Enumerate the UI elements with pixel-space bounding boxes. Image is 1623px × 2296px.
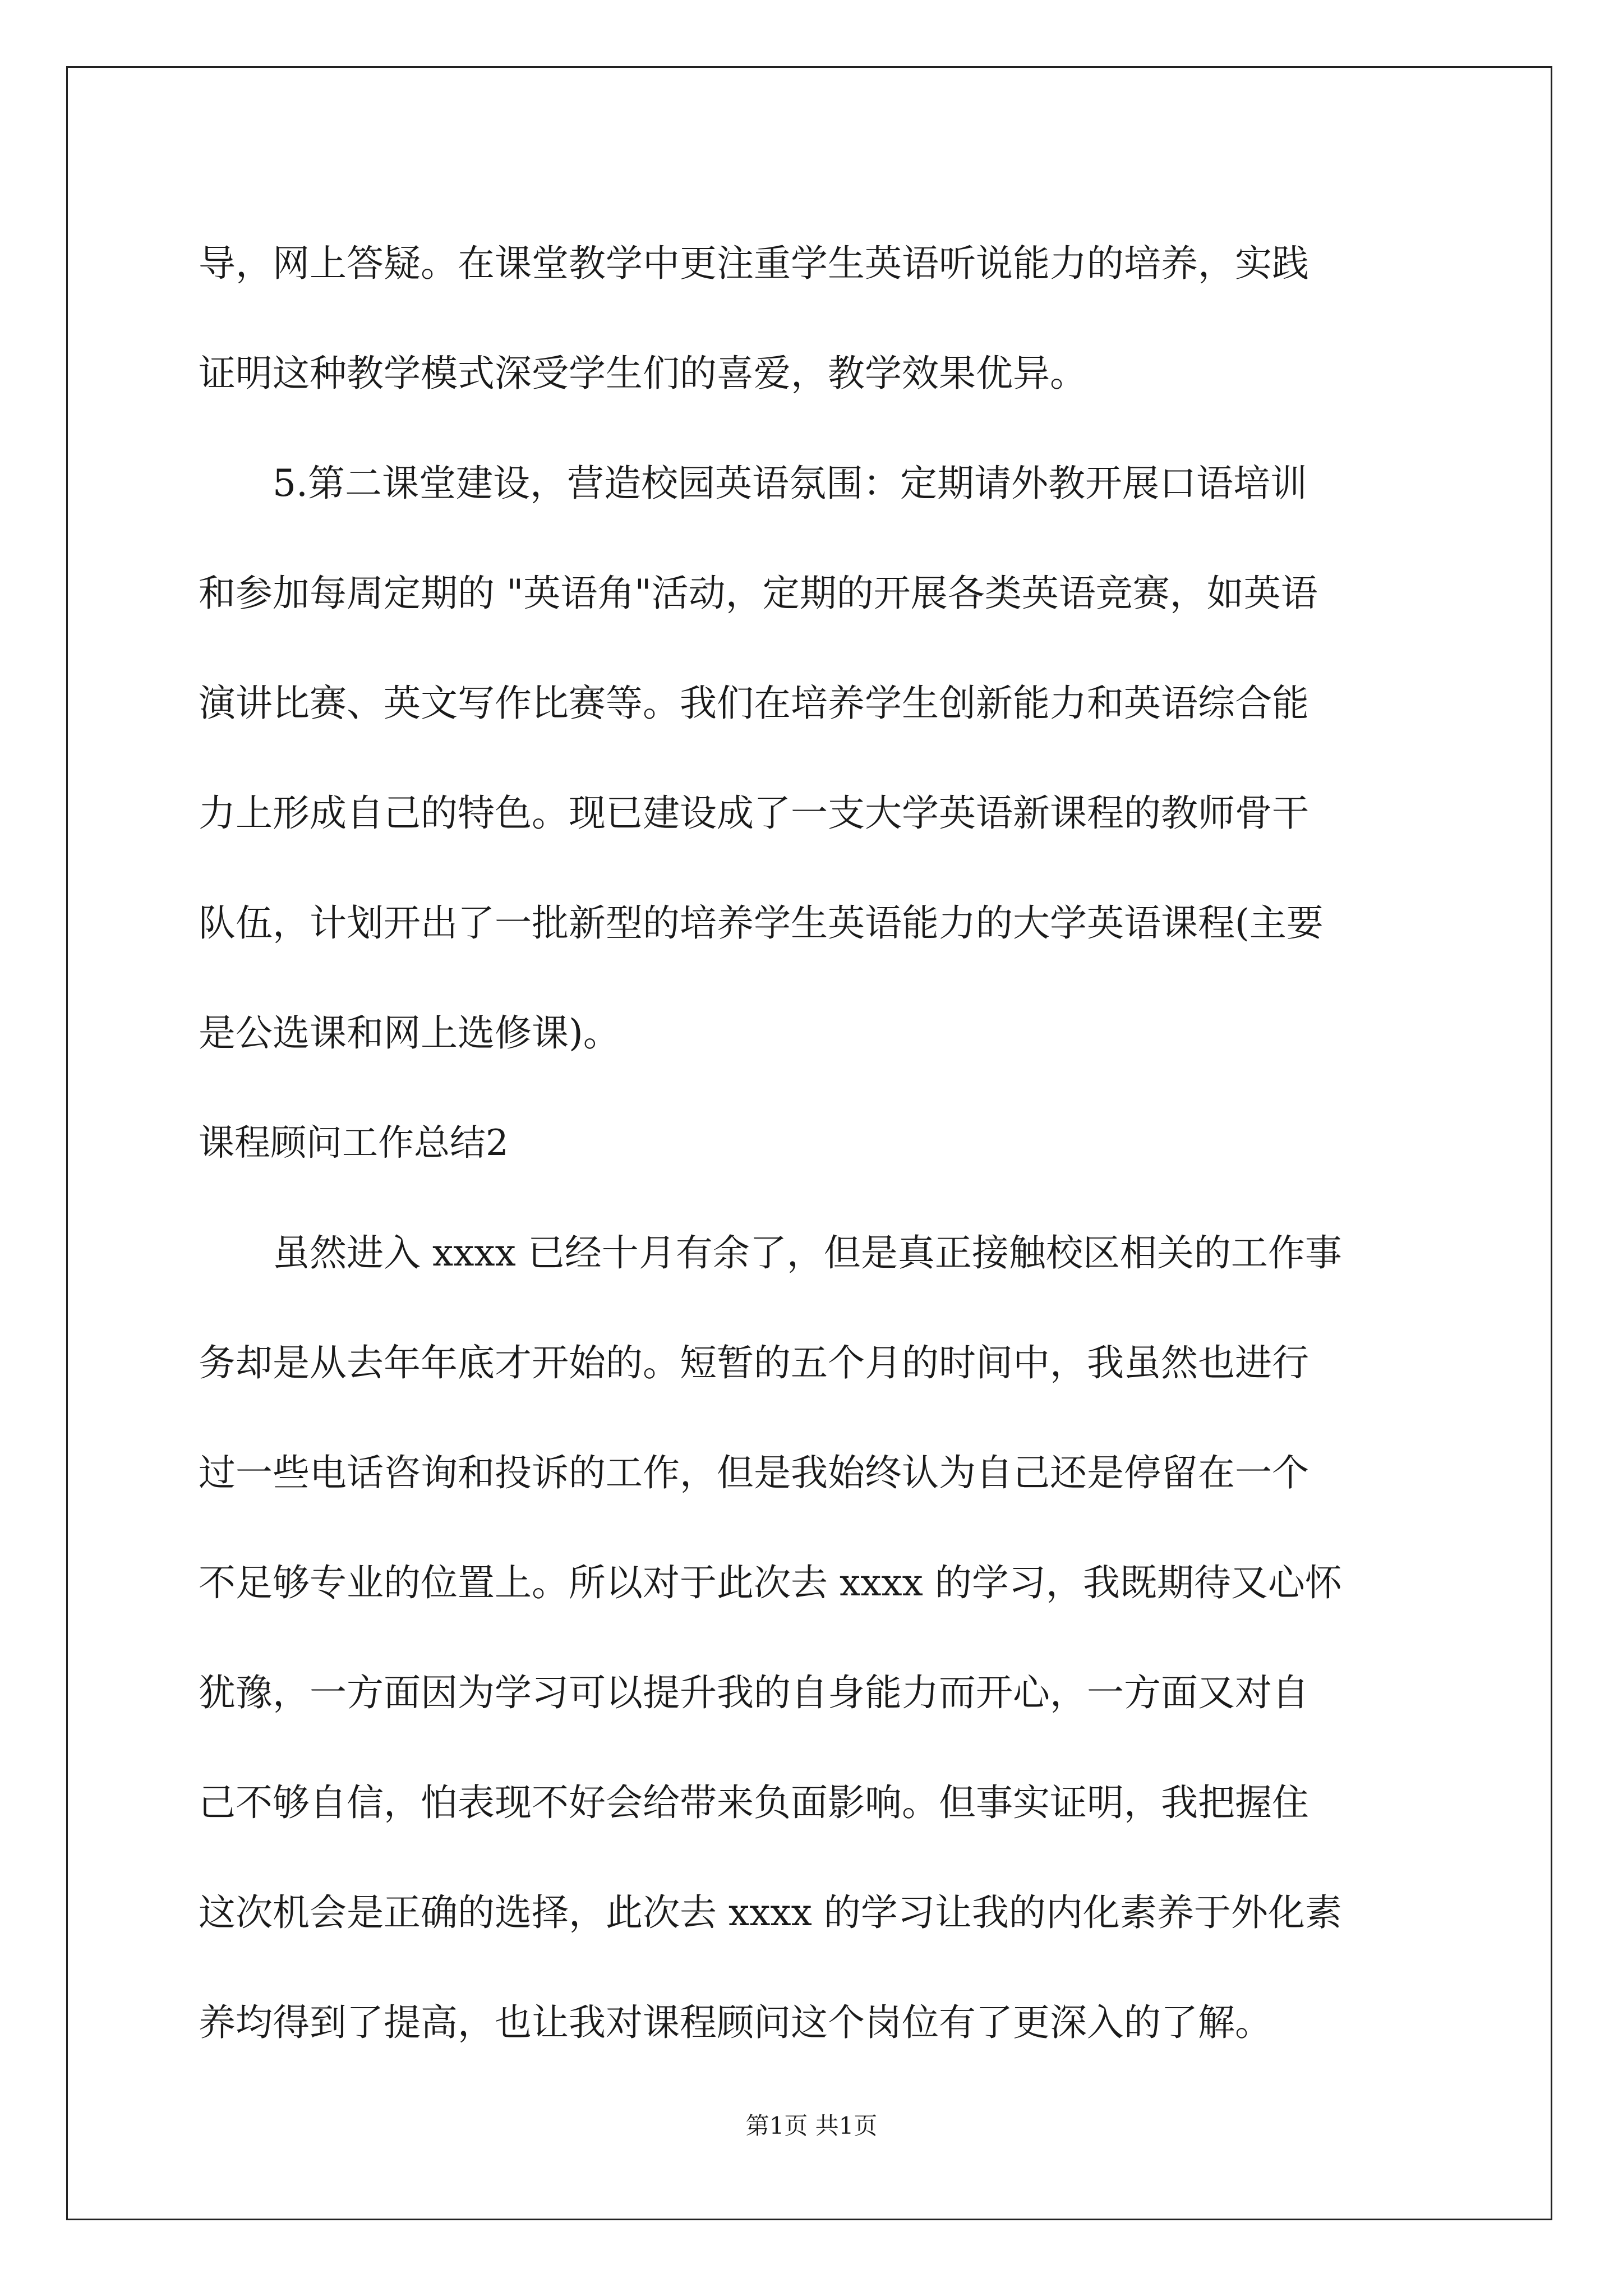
text-line: 己不够自信，怕表现不好会给带来负面影响。但事实证明，我把握住 [199,1781,1309,1824]
text-line: 和参加每周定期的 "英语角"活动，定期的开展各类英语竞赛，如英语 [199,572,1318,615]
page-number-footer: 第1页 共1页 [745,2112,878,2139]
text-line: 不足够专业的位置上。所以对于此次去 xxxx 的学习，我既期待又心怀 [199,1561,1342,1604]
text-line: 这次机会是正确的选择，此次去 xxxx 的学习让我的内化素养于外化素 [199,1891,1342,1934]
text-line: 犹豫，一方面因为学习可以提升我的自身能力而开心，一方面又对自 [199,1671,1309,1714]
text-line: 务却是从去年年底才开始的。短暂的五个月的时间中，我虽然也进行 [199,1341,1309,1384]
paragraph-start-line: 5.第二课堂建设，营造校园英语氛围：定期请外教开展口语培训 [273,462,1307,505]
text-line: 养均得到了提高，也让我对课程顾问这个岗位有了更深入的了解。 [199,2001,1272,2044]
text-line: 过一些电话咨询和投诉的工作，但是我始终认为自己还是停留在一个 [199,1451,1309,1494]
text-line: 力上形成自己的特色。现已建设成了一支大学英语新课程的教师骨干 [199,792,1309,835]
paragraph-start-line: 虽然进入 xxxx 已经十月有余了，但是真正接触校区相关的工作事 [273,1231,1342,1274]
text-line: 证明这种教学模式深受学生们的喜爱，教学效果优异。 [199,352,1087,395]
text-line: 是公选课和网上选修课)。 [199,1011,620,1055]
text-line: 导，网上答疑。在课堂教学中更注重学生英语听说能力的培养，实践 [199,242,1309,285]
text-line: 队伍，计划开出了一批新型的培养学生英语能力的大学英语课程(主要 [199,901,1324,945]
document-body [199,209,1424,2078]
text-line: 演讲比赛、英文写作比赛等。我们在培养学生创新能力和英语综合能 [199,682,1309,725]
section-heading: 课程顾问工作总结2 [199,1122,509,1164]
